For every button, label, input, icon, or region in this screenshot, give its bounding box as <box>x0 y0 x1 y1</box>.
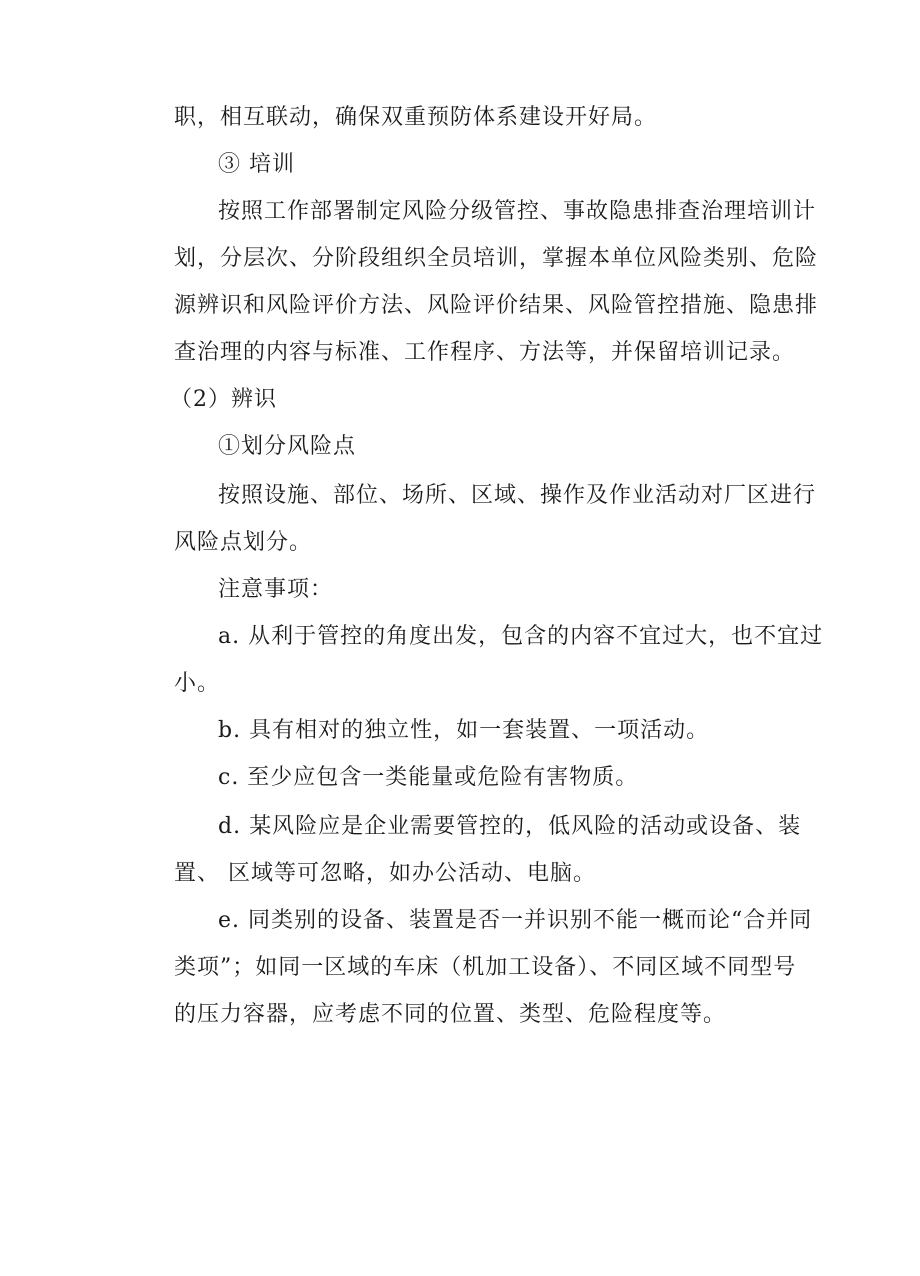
note-item-a-cont: 小。 <box>174 671 221 696</box>
note-item-b: b. 具有相对的独立性，如一套装置、一项活动。 <box>218 718 710 743</box>
note-item-c: c. 至少应包含一类能量或危险有害物质。 <box>218 765 639 790</box>
notes-heading: 注意事项： <box>218 577 334 602</box>
section-heading-training: ③ 培训 <box>218 152 295 177</box>
paragraph-line: 职，相互联动，确保双重预防体系建设开好局。 <box>174 105 658 130</box>
subsection-heading-risk-points: ①划分风险点 <box>218 434 357 459</box>
note-item-e-cont: 的压力容器，应考虑不同的位置、类型、危险程度等。 <box>174 1002 727 1027</box>
paragraph-line: 按照工作部署制定风险分级管控、事故隐患排查治理培训计 <box>218 199 817 224</box>
paragraph-line: 风险点划分。 <box>174 530 313 555</box>
note-item-d: d. 某风险应是企业需要管控的，低风险的活动或设备、装 <box>218 814 802 839</box>
section-heading-identification: （2）辨识 <box>170 387 277 412</box>
paragraph-line: 查治理的内容与标准、工作程序、方法等，并保留培训记录。 <box>174 340 796 365</box>
note-item-a: a. 从利于管控的角度出发，包含的内容不宜过大，也不宜过 <box>218 624 824 649</box>
note-item-d-cont: 置、 区域等可忽略，如办公活动、电脑。 <box>174 861 596 886</box>
paragraph-line: 源辨识和风险评价方法、风险评价结果、风险管控措施、隐患排 <box>174 293 819 318</box>
paragraph-line: 按照设施、部位、场所、区域、操作及作业活动对厂区进行 <box>218 483 817 508</box>
note-item-e: e. 同类别的设备、装置是否一并识别不能一概而论“合并同 <box>218 908 813 933</box>
paragraph-line: 划，分层次、分阶段组织全员培训，掌握本单位风险类别、危险 <box>174 246 819 271</box>
note-item-e-cont: 类项”；如同一区域的车床（机加工设备）、不同区域不同型号 <box>174 955 797 980</box>
